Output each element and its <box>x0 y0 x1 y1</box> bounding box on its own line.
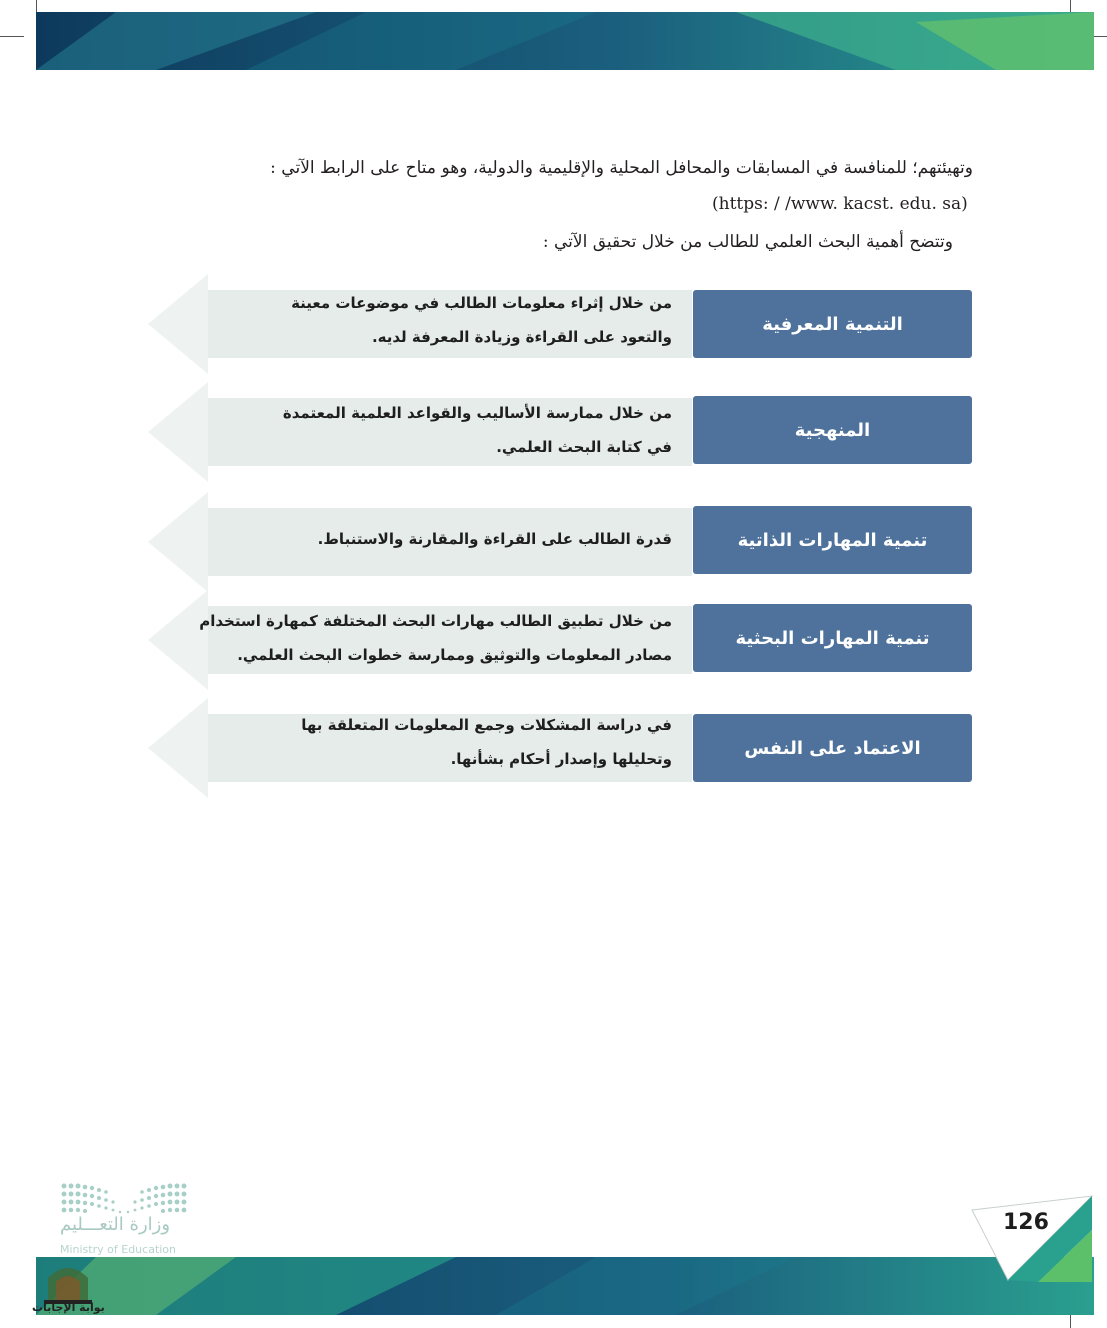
page-number: 126 <box>1003 1210 1049 1235</box>
row-title: تنمية المهارات البحثية <box>693 604 972 672</box>
description-line: والتعود على القراءة وزيادة المعرفة لديه. <box>371 328 672 346</box>
ministry-name-arabic: وزارة التعـــليم <box>60 1214 171 1235</box>
row-title: الاعتماد على النفس <box>693 714 972 782</box>
row-title: التنمية المعرفية <box>693 290 972 358</box>
importance-row <box>148 590 972 690</box>
description-line: في دراسة المشكلات وجمع المعلومات المتعلقة بها <box>301 716 672 734</box>
importance-row <box>148 274 972 374</box>
importance-row <box>148 698 972 798</box>
row-title: المنهجية <box>693 396 972 464</box>
ministry-name-english: Ministry of Education <box>60 1243 177 1256</box>
description-line: من خلال ممارسة الأساليب والقواعد العلمية المعتمدة <box>282 404 672 422</box>
importance-row <box>148 492 972 592</box>
intro-paragraph: وتهيئتهم؛ للمنافسة في المسابقات والمحافل المحلية والإقليمية والدولية، وهو متاح على الرابط الآتي : <box>270 158 973 178</box>
bottom-banner <box>36 1257 1094 1315</box>
kacst-link[interactable]: (https: / /www. kacst. edu. sa) <box>712 194 968 214</box>
description-line: مصادر المعلومات والتوثيق وممارسة خطوات البحث العلمي. <box>237 646 672 664</box>
page-corner-icon <box>968 1190 1098 1290</box>
row-description <box>301 708 672 776</box>
top-banner <box>36 12 1094 70</box>
row-description <box>199 604 672 672</box>
description-line: من خلال إثراء معلومات الطالب في موضوعات معينة <box>291 294 672 312</box>
page-number-badge <box>968 1190 1098 1290</box>
row-description <box>318 522 672 556</box>
crop-mark <box>36 0 37 12</box>
intro-paragraph-2: وتتضح أهمية البحث العلمي للطالب من خلال تحقيق الآتي : <box>542 232 953 252</box>
description-line: من خلال تطبيق الطالب مهارات البحث المختلفة كمهارة استخدام <box>199 612 672 630</box>
importance-row <box>148 382 972 482</box>
description-line: وتحليلها وإصدار أحكام بشأنها. <box>450 750 672 768</box>
row-title: تنمية المهارات الذاتية <box>693 506 972 574</box>
watermark-text: بوابة الإجابات <box>32 1301 105 1314</box>
row-description <box>283 396 672 464</box>
row-description <box>291 286 672 354</box>
description-line: في كتابة البحث العلمي. <box>496 438 672 456</box>
description-line: قدرة الطالب على القراءة والمقارنة والاستنباط. <box>317 530 672 548</box>
crop-mark <box>0 36 24 37</box>
